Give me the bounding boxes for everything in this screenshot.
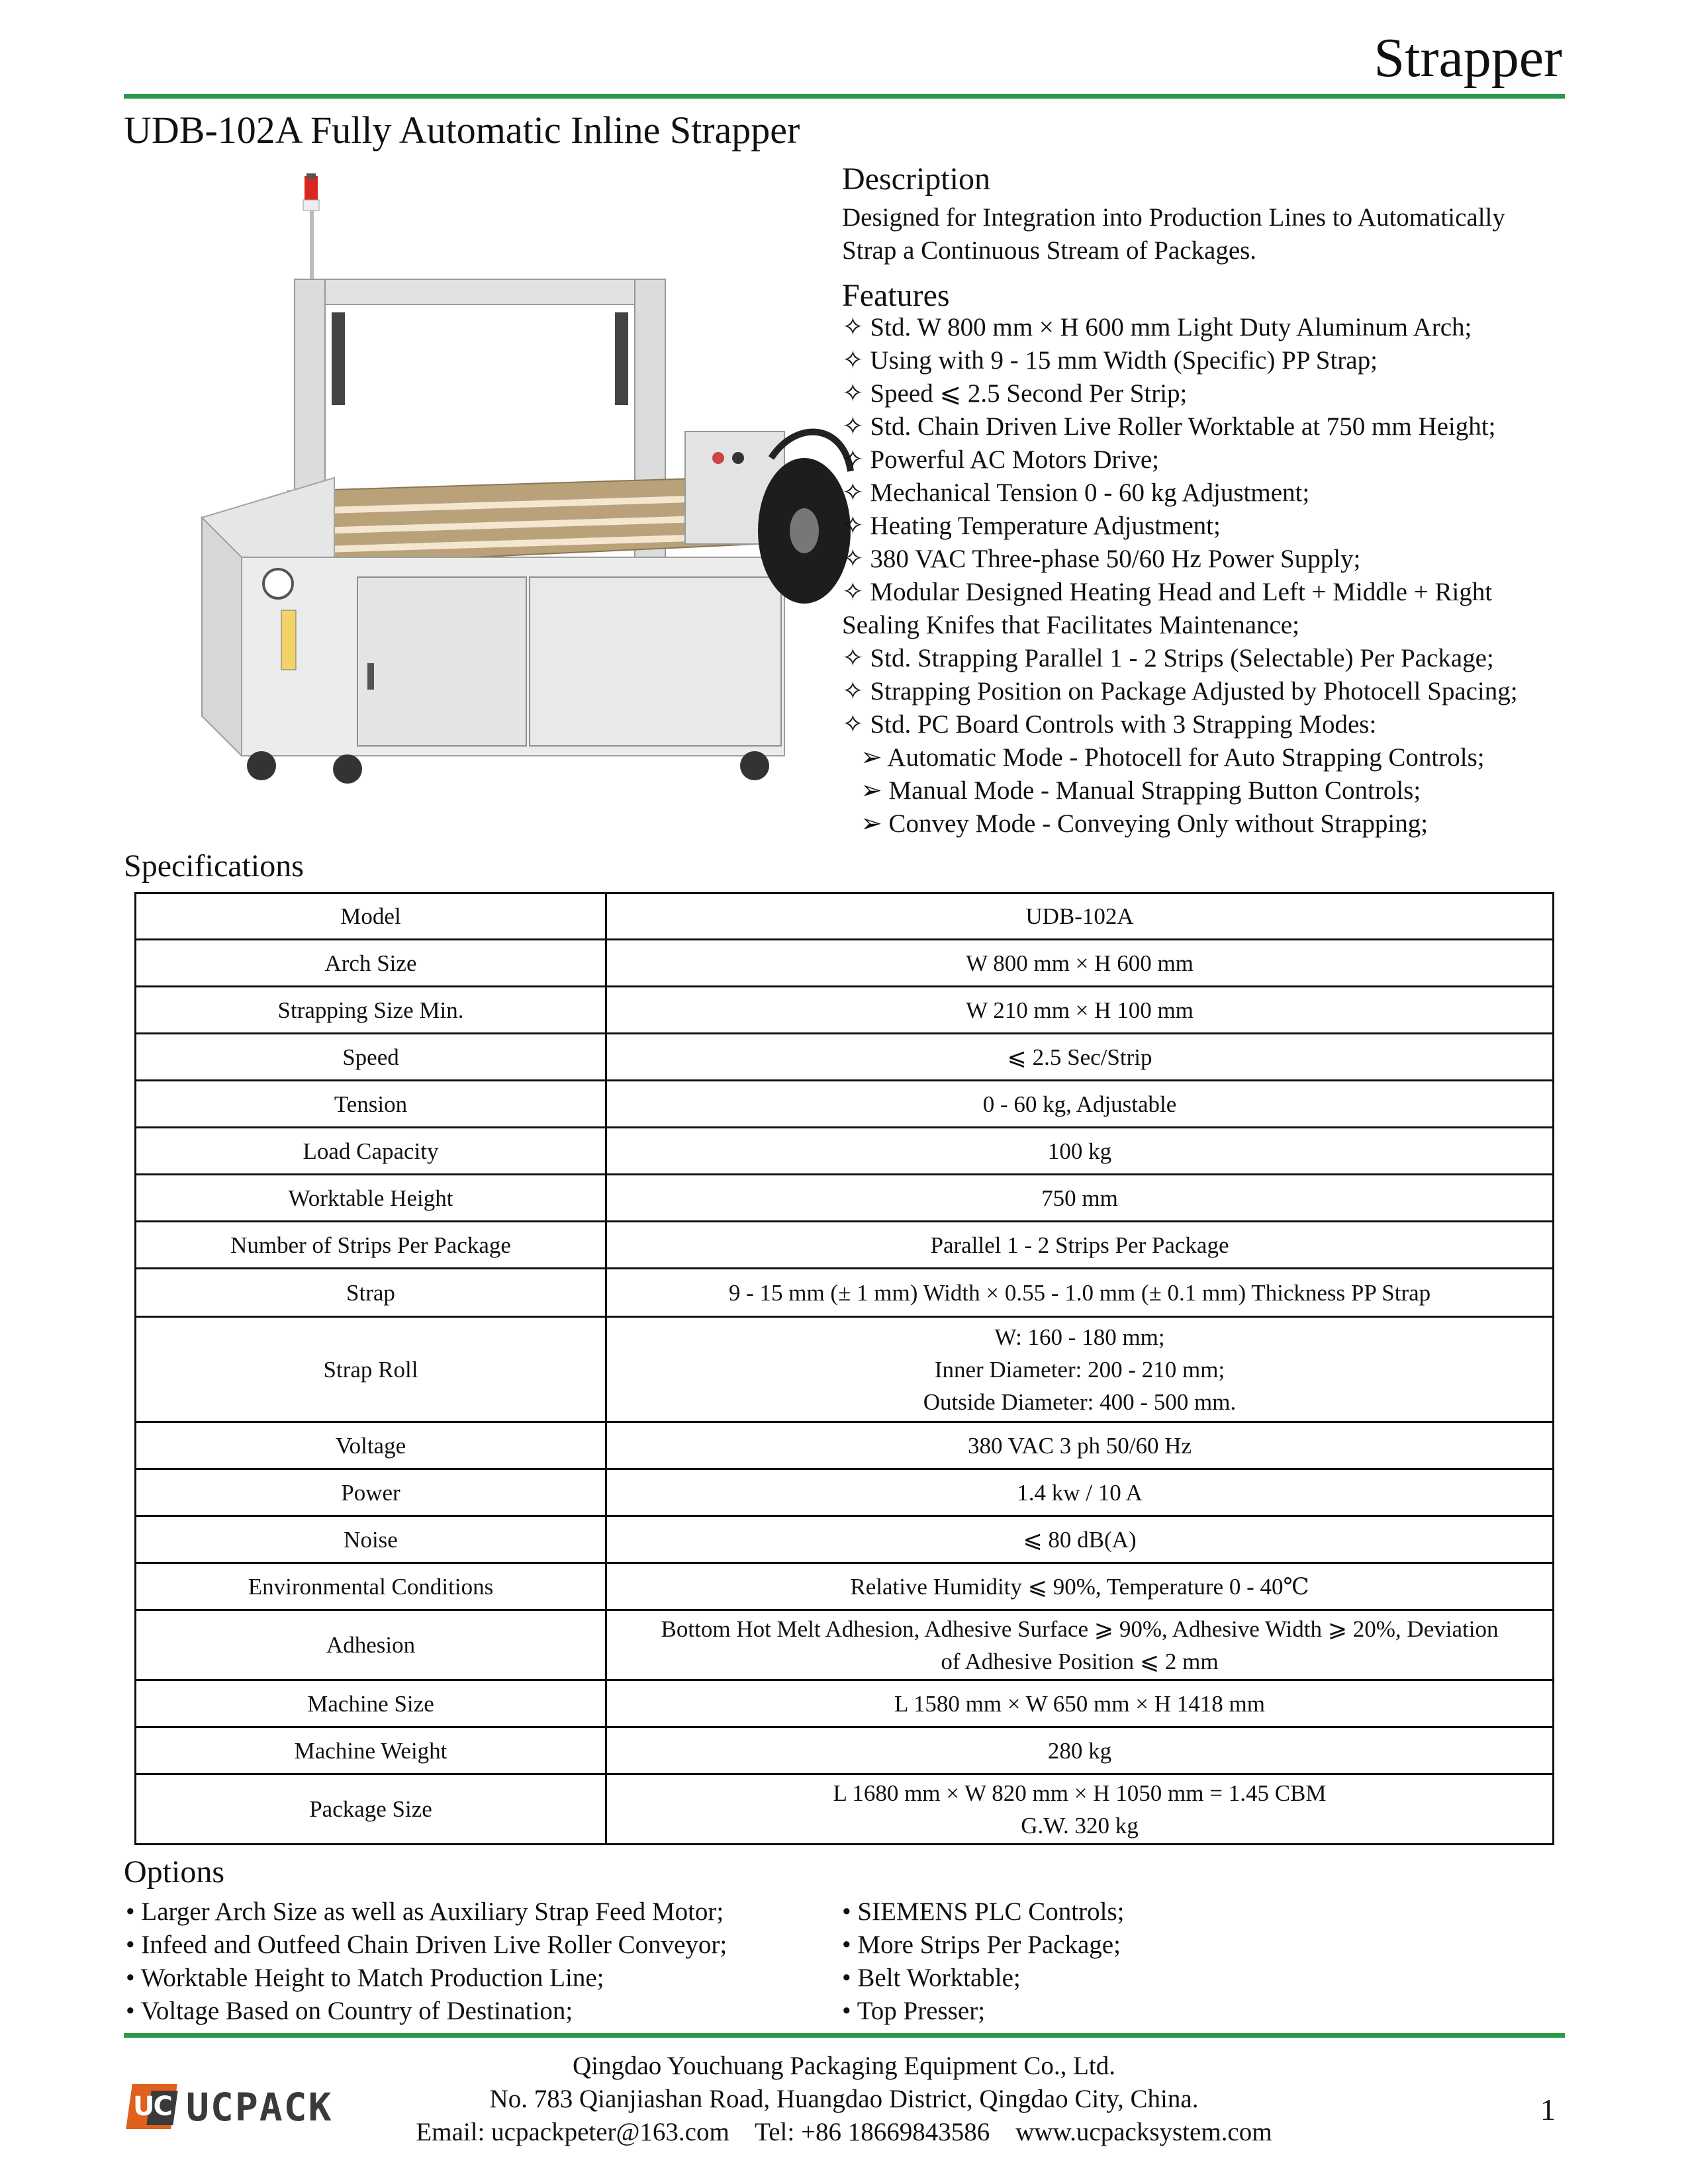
spec-label: Power bbox=[136, 1469, 606, 1516]
feature-item: ✧ 380 VAC Three-phase 50/60 Hz Power Supply; bbox=[842, 545, 1361, 573]
spec-value: Relative Humidity ⩽ 90%, Temperature 0 - 40℃ bbox=[606, 1563, 1554, 1610]
spec-label: Speed bbox=[136, 1034, 606, 1081]
table-row bbox=[136, 1269, 1554, 1317]
specifications-table bbox=[134, 892, 1554, 1845]
options-left-list bbox=[126, 1895, 821, 2028]
table-row bbox=[136, 1081, 1554, 1128]
spec-value-line: Outside Diameter: 400 - 500 mm. bbox=[923, 1388, 1237, 1415]
feature-sub-item: ➢ Automatic Mode - Photocell for Auto Strapping Controls; bbox=[861, 743, 1485, 772]
spec-label: Strap bbox=[136, 1269, 606, 1317]
option-item: • Infeed and Outfeed Chain Driven Live Roller Conveyor; bbox=[126, 1931, 727, 1959]
feature-item: ✧ Strapping Position on Package Adjusted by Photocell Spacing; bbox=[842, 677, 1518, 705]
option-item: • Belt Worktable; bbox=[842, 1964, 1021, 1992]
feature-sub-item: ➢ Manual Mode - Manual Strapping Button Controls; bbox=[861, 776, 1421, 805]
spec-value: 380 VAC 3 ph 50/60 Hz bbox=[606, 1422, 1554, 1469]
spec-label: Environmental Conditions bbox=[136, 1563, 606, 1610]
spec-label: Voltage bbox=[136, 1422, 606, 1469]
table-row bbox=[136, 1563, 1554, 1610]
specifications-heading: Specifications bbox=[124, 848, 304, 884]
spec-label: Model bbox=[136, 893, 606, 940]
table-row bbox=[136, 893, 1554, 940]
table-row bbox=[136, 1774, 1554, 1844]
description-heading: Description bbox=[842, 161, 990, 197]
feature-item: ✧ Using with 9 - 15 mm Width (Specific) PP Strap; bbox=[842, 346, 1378, 375]
feature-sub-item: ➢ Convey Mode - Conveying Only without Strapping; bbox=[861, 809, 1429, 838]
spec-label: Arch Size bbox=[136, 940, 606, 987]
option-item: • Voltage Based on Country of Destination; bbox=[126, 1997, 573, 2025]
table-row bbox=[136, 1422, 1554, 1469]
header-divider bbox=[124, 94, 1565, 99]
product-photo bbox=[175, 173, 857, 796]
option-item: • Worktable Height to Match Production Line; bbox=[126, 1964, 604, 1992]
options-heading: Options bbox=[124, 1854, 225, 1889]
spec-value bbox=[606, 1774, 1554, 1844]
spec-label: Package Size bbox=[136, 1774, 606, 1844]
spec-value: 0 - 60 kg, Adjustable bbox=[606, 1081, 1554, 1128]
product-title: UDB-102A Fully Automatic Inline Strapper bbox=[124, 109, 800, 152]
description-line-1: Designed for Integration into Production Lines to Automatically bbox=[842, 203, 1505, 232]
spec-value: ⩽ 80 dB(A) bbox=[606, 1516, 1554, 1563]
options-right-list bbox=[842, 1895, 1504, 2028]
features-list bbox=[842, 311, 1570, 841]
spec-value: W 210 mm × H 100 mm bbox=[606, 987, 1554, 1034]
spec-value-line: Inner Diameter: 200 - 210 mm; bbox=[934, 1356, 1225, 1383]
spec-value: 1.4 kw / 10 A bbox=[606, 1469, 1554, 1516]
table-row bbox=[136, 1034, 1554, 1081]
table-row bbox=[136, 1727, 1554, 1774]
spec-value: Parallel 1 - 2 Strips Per Package bbox=[606, 1222, 1554, 1269]
feature-item: ✧ Std. Strapping Parallel 1 - 2 Strips (Selectable) Per Package; bbox=[842, 644, 1494, 672]
spec-value: L 1580 mm × W 650 mm × H 1418 mm bbox=[606, 1680, 1554, 1727]
feature-item: ✧ Std. W 800 mm × H 600 mm Light Duty Aluminum Arch; bbox=[842, 313, 1472, 341]
feature-item: ✧ Mechanical Tension 0 - 60 kg Adjustment; bbox=[842, 478, 1310, 507]
spec-value bbox=[606, 1610, 1554, 1680]
spec-value: UDB-102A bbox=[606, 893, 1554, 940]
feature-item: Sealing Knifes that Facilitates Maintenance; bbox=[842, 611, 1299, 639]
spec-label: Strapping Size Min. bbox=[136, 987, 606, 1034]
table-row bbox=[136, 1680, 1554, 1727]
footer-contact: Email: ucpackpeter@163.com Tel: +86 18669843586 www.ucpacksystem.com bbox=[416, 2118, 1272, 2146]
table-row bbox=[136, 1175, 1554, 1222]
feature-item: ✧ Std. PC Board Controls with 3 Strapping Modes: bbox=[842, 710, 1377, 739]
spec-value-line: G.W. 320 kg bbox=[1021, 1812, 1139, 1839]
table-row bbox=[136, 1222, 1554, 1269]
spec-label: Noise bbox=[136, 1516, 606, 1563]
footer-address: No. 783 Qianjiashan Road, Huangdao District, Qingdao City, China. bbox=[489, 2085, 1199, 2113]
option-item: • More Strips Per Package; bbox=[842, 1931, 1121, 1959]
spec-value-line: Bottom Hot Melt Adhesion, Adhesive Surface ⩾ 90%, Adhesive Width ⩾ 20%, Deviation bbox=[661, 1615, 1499, 1642]
spec-value: ⩽ 2.5 Sec/Strip bbox=[606, 1034, 1554, 1081]
option-item: • Larger Arch Size as well as Auxiliary Strap Feed Motor; bbox=[126, 1897, 724, 1926]
table-row bbox=[136, 1128, 1554, 1175]
table-row bbox=[136, 1317, 1554, 1422]
ucpack-logo bbox=[129, 2081, 334, 2132]
page-header-title: Strapper bbox=[1374, 27, 1562, 89]
spec-label: Adhesion bbox=[136, 1610, 606, 1680]
feature-item: ✧ Std. Chain Driven Live Roller Worktable at 750 mm Height; bbox=[842, 412, 1496, 441]
spec-value: W 800 mm × H 600 mm bbox=[606, 940, 1554, 987]
page-number: 1 bbox=[1540, 2093, 1556, 2126]
spec-value: 100 kg bbox=[606, 1128, 1554, 1175]
feature-item: ✧ Powerful AC Motors Drive; bbox=[842, 445, 1159, 474]
spec-value-line: W: 160 - 180 mm; bbox=[994, 1324, 1165, 1350]
option-item: • Top Presser; bbox=[842, 1997, 986, 2025]
table-row bbox=[136, 1610, 1554, 1680]
footer-company: Qingdao Youchuang Packaging Equipment Co., Ltd. bbox=[572, 2052, 1115, 2080]
spec-label: Strap Roll bbox=[136, 1317, 606, 1422]
table-row bbox=[136, 987, 1554, 1034]
table-row bbox=[136, 1469, 1554, 1516]
footer-divider bbox=[124, 2033, 1565, 2038]
features-heading: Features bbox=[842, 278, 950, 313]
feature-item: ✧ Speed ⩽ 2.5 Second Per Strip; bbox=[842, 379, 1188, 408]
logo-badge-text: UC bbox=[133, 2091, 171, 2122]
feature-item: ✧ Heating Temperature Adjustment; bbox=[842, 512, 1221, 540]
spec-value: 280 kg bbox=[606, 1727, 1554, 1774]
option-item: • SIEMENS PLC Controls; bbox=[842, 1897, 1125, 1926]
spec-label: Worktable Height bbox=[136, 1175, 606, 1222]
spec-value-line: of Adhesive Position ⩽ 2 mm bbox=[941, 1648, 1219, 1674]
spec-label: Number of Strips Per Package bbox=[136, 1222, 606, 1269]
description-line-2: Strap a Continuous Stream of Packages. bbox=[842, 236, 1257, 265]
spec-label: Machine Size bbox=[136, 1680, 606, 1727]
feature-item: ✧ Modular Designed Heating Head and Left + Middle + Right bbox=[842, 578, 1493, 606]
table-row bbox=[136, 940, 1554, 987]
table-row bbox=[136, 1516, 1554, 1563]
spec-value-line: L 1680 mm × W 820 mm × H 1050 mm = 1.45 CBM bbox=[833, 1780, 1327, 1806]
spec-label: Load Capacity bbox=[136, 1128, 606, 1175]
logo-text: UCPACK bbox=[186, 2085, 333, 2130]
spec-value: 9 - 15 mm (± 1 mm) Width × 0.55 - 1.0 mm (± 0.1 mm) Thickness PP Strap bbox=[606, 1269, 1554, 1317]
spec-value: 750 mm bbox=[606, 1175, 1554, 1222]
spec-label: Tension bbox=[136, 1081, 606, 1128]
spec-value bbox=[606, 1317, 1554, 1422]
spec-label: Machine Weight bbox=[136, 1727, 606, 1774]
